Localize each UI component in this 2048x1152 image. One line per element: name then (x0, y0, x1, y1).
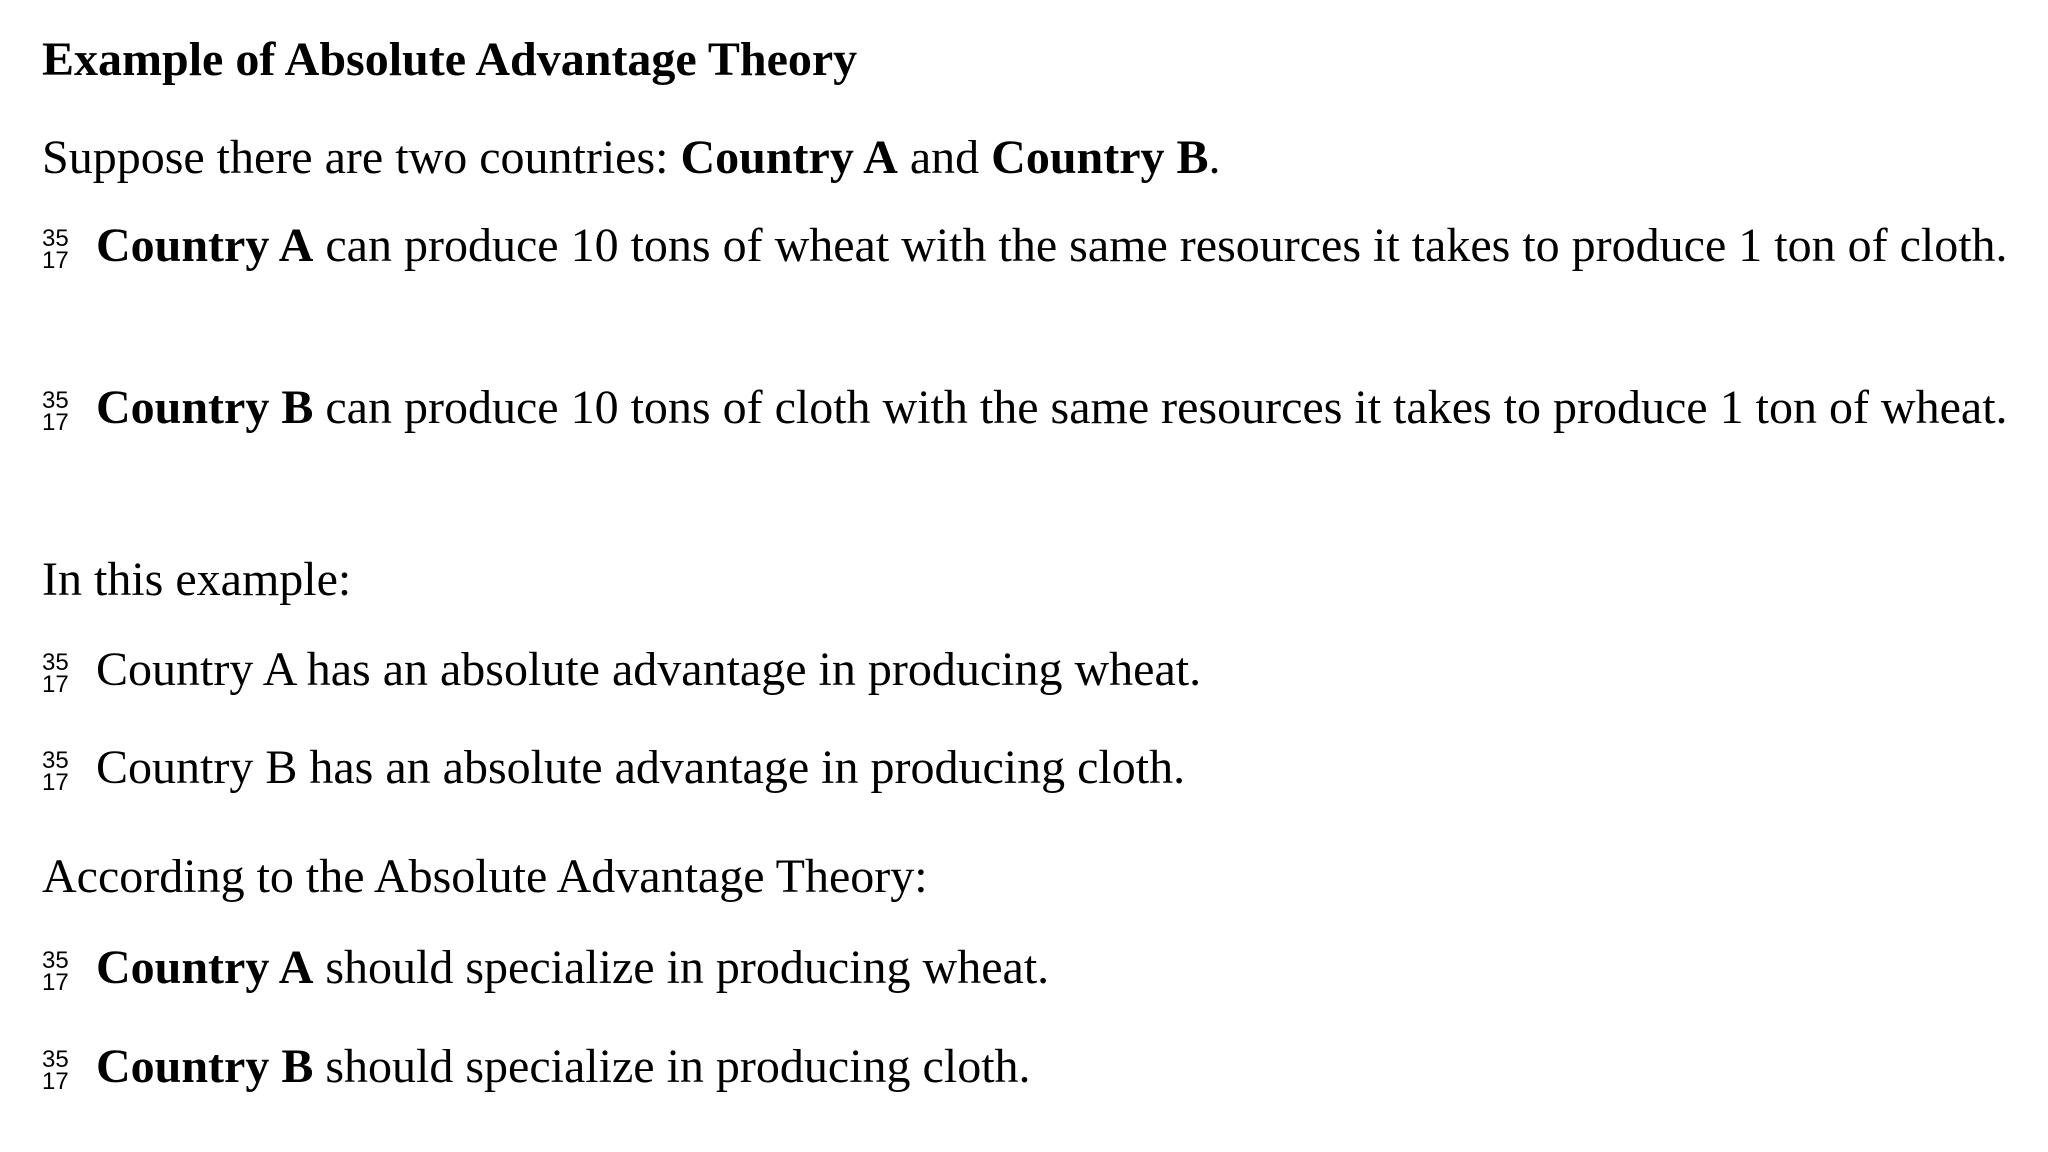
list-item-text: Country A should specialize in producing wheat. (96, 941, 1050, 994)
list-item-subject: Country B (96, 1040, 314, 1093)
list-item-text: Country A has an absolute advantage in producing wheat. (96, 643, 1202, 696)
intro-connector: and (897, 131, 992, 184)
bullet-marker-icon: 35 17 (42, 747, 69, 796)
list-item-text: Country A can produce 10 tons of wheat with the same resources it takes to produce 1 ton of cloth. (96, 219, 2008, 272)
intro-paragraph (42, 128, 1221, 188)
list-item-text: Country B has an absolute advantage in producing cloth. (96, 741, 1186, 794)
intro-country-b: Country B (991, 131, 1209, 184)
bullet-marker-icon: 35 17 (42, 387, 69, 436)
bullet-marker-icon: 35 17 (42, 649, 69, 698)
bullet-marker-icon: 35 17 (42, 225, 69, 274)
theory-intro: According to the Absolute Advantage Theory: (42, 850, 928, 903)
document-heading: Example of Absolute Advantage Theory (42, 33, 858, 86)
intro-suffix: . (1208, 131, 1221, 184)
intro-country-a: Country A (680, 131, 898, 184)
list-item-subject: Country A (96, 219, 314, 272)
list-item-subject: Country B (96, 381, 314, 434)
example-intro: In this example: (42, 553, 352, 606)
list-item-text: Country B can produce 10 tons of cloth with the same resources it takes to produce 1 ton of wheat. (96, 381, 2008, 434)
intro-prefix: Suppose there are two countries: (42, 131, 681, 184)
bullet-marker-icon: 35 17 (42, 1046, 69, 1095)
list-item-subject: Country A (96, 941, 314, 994)
bullet-marker-icon: 35 17 (42, 947, 69, 996)
list-item-text: Country B should specialize in producing cloth. (96, 1040, 1031, 1093)
